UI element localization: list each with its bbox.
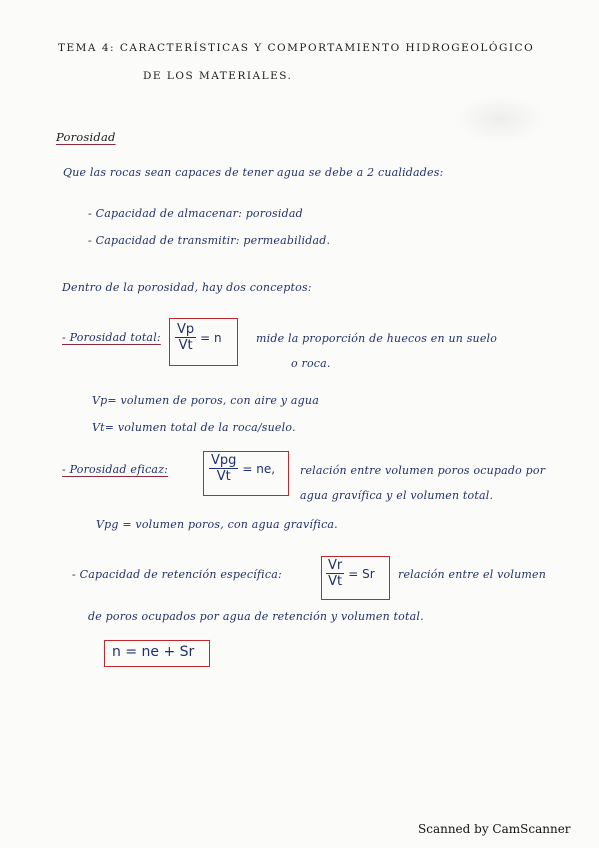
retention-numerator: Vr (328, 558, 343, 573)
total-porosity-numerator: Vp (177, 322, 195, 337)
retention-desc-1: relación entre el volumen (398, 568, 546, 581)
final-equation: n = ne + Sr (112, 644, 195, 660)
scanner-watermark: Scanned by CamScanner (418, 822, 571, 836)
retention-formula (326, 558, 375, 589)
effective-porosity-desc-1: relación entre volumen poros ocupado por (300, 464, 546, 477)
effective-porosity-denominator: Vt (216, 469, 231, 485)
effective-porosity-desc-2: agua gravífica y el volumen total. (300, 489, 494, 502)
effective-porosity-formula (209, 453, 275, 484)
retention-denominator: Vt (328, 574, 343, 590)
bullet-storage: - Capacidad de almacenar: porosidad (88, 207, 303, 220)
page-title-line2: DE LOS MATERIALES. (143, 70, 293, 82)
vt-definition: Vt= volumen total de la roca/suelo. (92, 421, 296, 434)
scan-shadow (455, 95, 545, 143)
effective-porosity-result: = ne, (242, 461, 276, 476)
total-porosity-desc-1: mide la proporción de huecos en un suelo (256, 332, 498, 345)
vp-definition: Vp= volumen de poros, con aire y agua (92, 394, 319, 407)
effective-porosity-label: - Porosidad eficaz: (62, 463, 169, 476)
retention-result: = Sr (348, 566, 375, 581)
total-porosity-desc-2: o roca. (291, 357, 331, 370)
total-porosity-formula (175, 322, 222, 353)
vpg-definition: Vpg = volumen poros, con agua gravífica. (96, 518, 338, 531)
section-heading: Porosidad (56, 130, 116, 144)
total-porosity-label: - Porosidad total: (62, 331, 161, 344)
concepts-intro: Dentro de la porosidad, hay dos conceptos: (62, 281, 312, 294)
page-title-line1: TEMA 4: CARACTERÍSTICAS Y COMPORTAMIENTO HIDROGEOLÓGICO (58, 42, 535, 54)
effective-porosity-numerator: Vpg (211, 453, 237, 468)
total-porosity-denominator: Vt (178, 338, 193, 354)
intro-text: Que las rocas sean capaces de tener agua se debe a 2 cualidades: (63, 166, 444, 179)
bullet-transmit: - Capacidad de transmitir: permeabilidad. (88, 234, 331, 247)
total-porosity-result: = n (200, 330, 222, 345)
retention-desc-2: de poros ocupados por agua de retención y volumen total. (88, 610, 424, 623)
retention-label: - Capacidad de retención específica: (72, 568, 282, 581)
